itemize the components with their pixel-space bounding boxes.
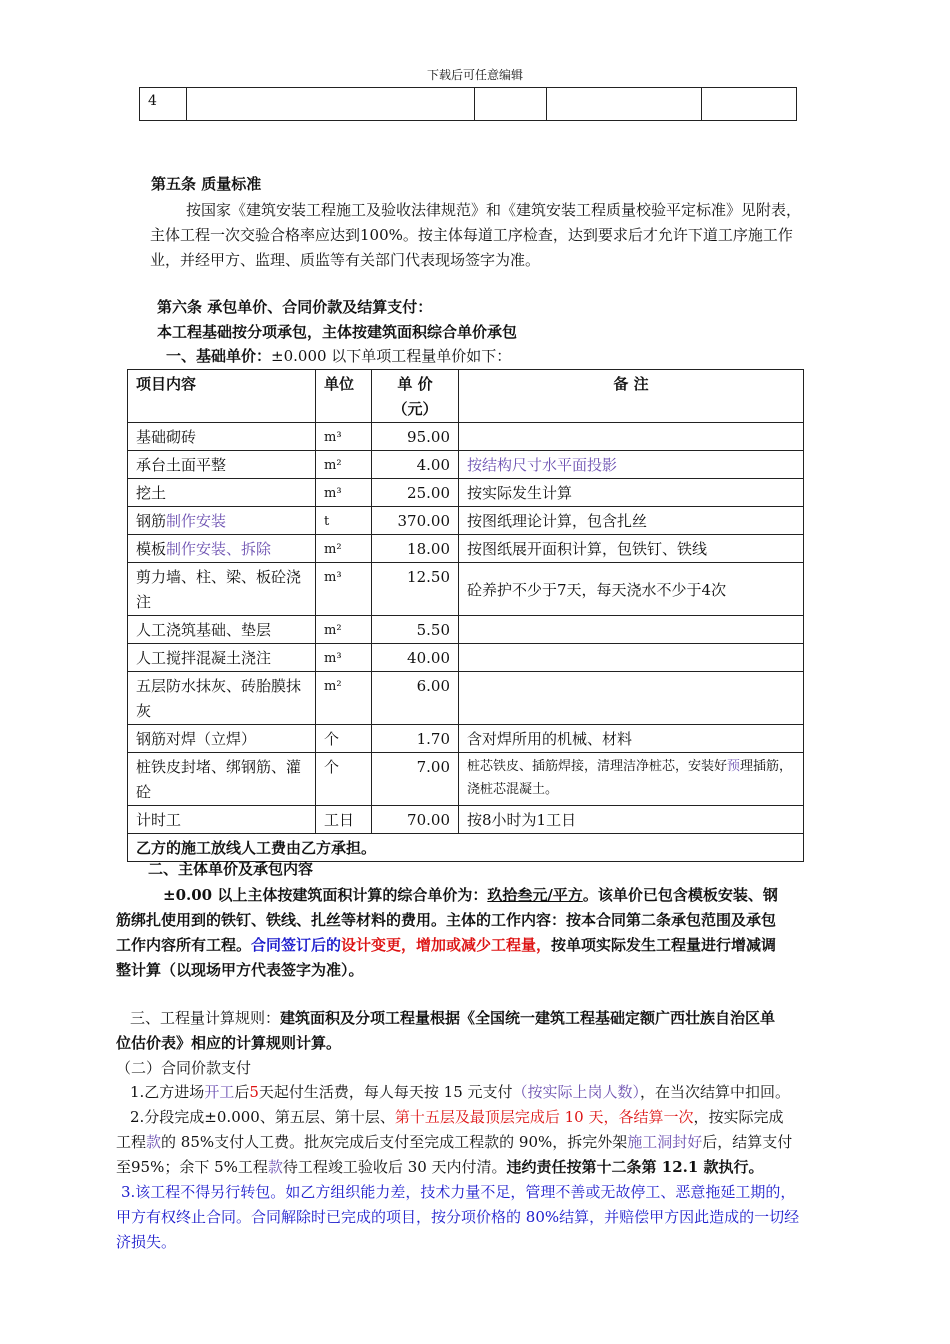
table-row: 挖土 m³ 25.00 按实际发生计算: [128, 479, 804, 507]
section6-subtitle: 本工程基础按分项承包，主体按建筑面积综合单价承包: [157, 323, 518, 341]
empty-cell: [187, 88, 475, 121]
part2-line1: ±0.00 以上主体按建筑面积计算的综合单价为：玖拾叁元/平方。该单价已包含模板安装、钢: [163, 886, 778, 904]
part2-line3: 工作内容所有工程。合同签订后的设计变更，增加或减少工程量，按单项实际发生工程量进行增减调: [116, 936, 777, 954]
section5-title: 第五条 质量标准: [151, 175, 262, 193]
part2-title: 二、主体单价及承包内容: [148, 860, 314, 878]
payment-item2-line2: 工程款的 85%支付人工费。批灰完成后支付至完成工程款的 90%，拆完外架施工洞封好后，结算支付: [116, 1133, 793, 1151]
table-row: 剪力墙、柱、梁、板砼浇注 m³ 12.50 砼养护不少于7天，每天浇水不少于4次: [128, 563, 804, 616]
section5-line2: 主体工程一次交验合格率应达到100%。按主体每道工序检查，达到要求后才允许下道工序施工作: [150, 226, 793, 244]
price-table: [127, 369, 804, 862]
table-row: 承台土面平整 m² 4.00 按结构尺寸水平面投影: [128, 451, 804, 479]
header-note: 备 注: [459, 370, 804, 423]
part3-line2: 位估价表》相应的计算规则计算。: [116, 1034, 342, 1052]
section5-line1: 按国家《建筑安装工程施工及验收法律规范》和《建筑安装工程质量校验平定标准》见附表，: [186, 201, 802, 219]
table-row: 计时工 工日 70.00 按8小时为1工日: [128, 806, 804, 834]
table-row: 人工浇筑基础、垫层 m² 5.50: [128, 616, 804, 644]
payment-item3-line3: 济损失。: [116, 1233, 177, 1251]
empty-cell: [702, 88, 797, 121]
table-footer-row: 乙方的施工放线人工费由乙方承担。: [128, 834, 804, 862]
payment-item2-line1: 2.分段完成±0.000、第五层、第十层、第十五层及最顶层完成后 10 天，各结算一次，按实际完成: [130, 1108, 784, 1126]
payment-item1: 1.乙方进场开工后5天起付生活费，每人每天按 15 元支付（按实际上岗人数），在当次结算中扣回。: [130, 1083, 791, 1101]
table-row: 钢筋制作安装 t 370.00 按图纸理论计算，包含扎丝: [128, 507, 804, 535]
payment-item3-line2: 甲方有权终止合同。合同解除时已完成的项目，按分项价格的 80%结算，并赔偿甲方因此造成的一切经: [116, 1208, 800, 1226]
part1-title: 一、基础单价：±0.000 以下单项工程量单价如下：: [166, 347, 512, 365]
empty-cell: [475, 88, 547, 121]
part2-line4: 整计算（以现场甲方代表签字为准）。: [116, 961, 364, 979]
payment-title: （二）合同价款支付: [116, 1059, 252, 1077]
header-price: 单 价 （元）: [372, 370, 459, 423]
section5-line3: 业，并经甲方、监理、质监等有关部门代表现场签字为准。: [150, 251, 541, 269]
header-unit: 单位: [316, 370, 372, 423]
table-row: 基础砌砖 m³ 95.00: [128, 423, 804, 451]
payment-item2-line3: 至95%；余下 5%工程款待工程竣工验收后 30 天内付清。违约责任按第十二条第 12.1 款执行。: [116, 1158, 764, 1176]
header-item: 项目内容: [128, 370, 316, 423]
table-row: 桩铁皮封堵、绑钢筋、灌砼 个 7.00 桩芯铁皮、插筋焊接，清理洁净桩芯，安装好预理插筋，浇桩芯混凝土。: [128, 753, 804, 806]
table-row: 模板制作安装、拆除 m² 18.00 按图纸展开面积计算，包铁钉、铁线: [128, 535, 804, 563]
empty-cell: [547, 88, 702, 121]
table-header-row: [128, 370, 804, 423]
section6-title: 第六条 承包单价、合同价款及结算支付：: [157, 298, 433, 316]
table-row: 人工搅拌混凝土浇注 m³ 40.00: [128, 644, 804, 672]
table-row: 钢筋对焊（立焊） 个 1.70 含对焊所用的机械、材料: [128, 725, 804, 753]
table-row: 五层防水抹灰、砖胎膜抹灰 m² 6.00: [128, 672, 804, 725]
payment-item3-line1: 3.该工程不得另行转包。如乙方组织能力差，技术力量不足，管理不善或无故停工、恶意拖延工期的，: [121, 1183, 796, 1201]
part2-line2: 筋绑扎使用到的铁钉、铁线、扎丝等材料的费用。主体的工作内容：按本合同第二条承包范围及承包: [116, 911, 777, 929]
top-table: [139, 87, 797, 121]
row-number-cell: 4: [140, 88, 187, 121]
header-note: 下载后可任意编辑: [426, 68, 523, 82]
part3-line1: 三、工程量计算规则：建筑面积及分项工程量根据《全国统一建筑工程基础定额广西壮族自治区单: [130, 1009, 776, 1027]
